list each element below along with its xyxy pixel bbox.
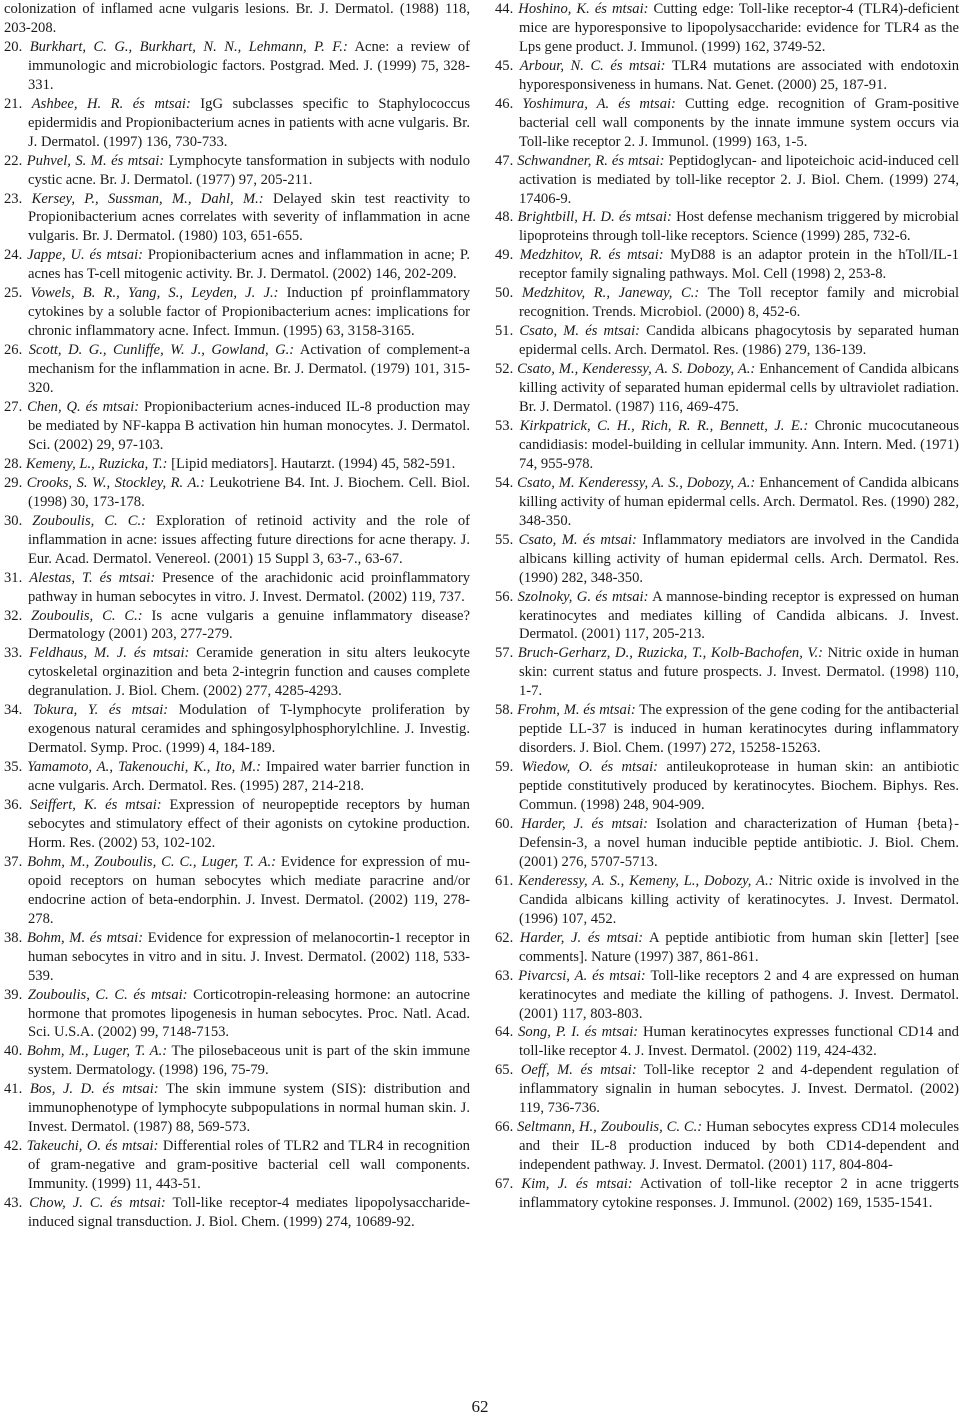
- reference-text: Evidence for expression of melanocortin-1 receptor in human sebocytes in vitro and in situ. J. Invest. Dermatol. (2002) 118, 533-539.: [28, 929, 471, 984]
- reference-text: Isolation and characterization of Human {beta}-Defensin-3, a novel human inducible peptide antibiotic. J. Biol. Chem. (2001) 276, 5707-5713.: [519, 815, 959, 870]
- reference-item: [4, 1080, 470, 1137]
- reference-authors: Csato, M. és mtsai:: [518, 531, 637, 548]
- reference-text: colonization of inflamed acne vulgaris lesions. Br. J. Dermatol. (1988) 118, 203-208.: [4, 1, 470, 36]
- reference-authors: Bruch-Gerharz, D., Ruzicka, T., Kolb-Bachofen, V.:: [517, 645, 824, 662]
- reference-text: Presence of the arachidonic acid proinflammatory pathway in human sebocytes in vitro. J. Invest. Dermatol. (2002) 119, 737.: [28, 569, 470, 605]
- reference-number: 50.: [495, 285, 514, 302]
- reference-item: [4, 512, 470, 569]
- reference-authors: Feldhaus, M. J. és mtsai:: [29, 645, 190, 662]
- reference-item: [4, 607, 470, 645]
- reference-item: [4, 284, 470, 341]
- reference-authors: Kim, J. és mtsai:: [521, 1176, 633, 1193]
- reference-text: [Lipid mediators]. Hautarzt. (1994) 45, 582-591.: [171, 455, 456, 472]
- reference-number: 58.: [495, 702, 514, 719]
- reference-item: [4, 455, 470, 474]
- reference-text: Propionibacterium acnes-induced IL-8 production may be mediated by NF-kappa B activation hin human monocytes. J. Dermatol. Sci. (2002) 29, 97-103.: [28, 399, 471, 453]
- reference-authors: Zouboulis, C. C.:: [31, 607, 143, 624]
- reference-authors: Kersey, P., Sussman, M., Dahl, M.:: [31, 190, 264, 207]
- reference-item: [495, 474, 959, 531]
- reference-text: Activation of complement-a mechanism for the inflammation in acne. Br. J. Dermatol. (1979) 101, 315-320.: [28, 342, 471, 397]
- reference-authors: Yoshimura, A. és mtsai:: [522, 95, 676, 112]
- reference-number: 48.: [495, 209, 514, 226]
- reference-number: 60.: [495, 815, 514, 832]
- reference-item: [4, 152, 470, 190]
- reference-number: 44.: [495, 1, 514, 17]
- reference-item: [495, 322, 959, 360]
- reference-authors: Frohm, M. és mtsai:: [517, 702, 636, 719]
- reference-authors: Zouboulis, C. C.:: [32, 512, 146, 529]
- reference-item: [495, 208, 959, 246]
- reference-text: Toll-like receptor 2 and 4-dependent regulation of inflammatory signalin in human sebocytes. J. Invest. Dermatol. (2002) 119, 736-736.: [519, 1062, 959, 1117]
- reference-text: Leukotriene B4. Int. J. Biochem. Cell. Biol. (1998) 30, 173-178.: [28, 474, 471, 510]
- reference-authors: Crooks, S. W., Stockley, R. A.:: [26, 474, 205, 491]
- reference-item: [4, 1194, 470, 1232]
- reference-authors: Medzhitov, R., Janeway, C.:: [521, 285, 700, 302]
- reference-item: [4, 929, 470, 986]
- reference-number: 57.: [495, 645, 514, 662]
- reference-number: 49.: [495, 247, 514, 264]
- reference-item: [4, 398, 470, 455]
- reference-item: [495, 872, 959, 929]
- reference-text: Human keratinocytes expresses functional CD14 and toll-like receptor 4. J. Invest. Dermatol. (2002) 119, 424-432.: [519, 1024, 959, 1060]
- reference-text: Chronic mucocutaneous candidiasis: model-building in cellular immunity. Ann. Intern. Med. (1971) 74, 955-978.: [519, 417, 959, 472]
- page-number: 62: [471, 1397, 489, 1416]
- reference-text: Cutting edge. recognition of Gram-positive bacterial cell wall components by the innate immune system occurs via Toll-like receptor 2. J. Immunol. (1999) 163, 1-5.: [519, 95, 960, 150]
- reference-authors: Bos, J. D. és mtsai:: [29, 1081, 159, 1098]
- reference-item: [4, 701, 470, 758]
- reference-number: 20.: [4, 38, 23, 55]
- reference-text: Nitric oxide is involved in the Candida albicans killing activity of keratinocytes. J. Invest. Dermatol. (1996) 107, 452.: [519, 872, 959, 927]
- reference-text: Differential roles of TLR2 and TLR4 in recognition of gram-negative and gram-positive bacterial cell wall components. Immunity. (1999) 11, 443-51.: [28, 1138, 470, 1193]
- reference-authors: Seltmann, H., Zouboulis, C. C.:: [517, 1119, 703, 1136]
- reference-text: Is acne vulgaris a genuine inflammatory disease? Dermatology (2001) 203, 277-279.: [28, 607, 470, 643]
- reference-authors: Bohm, M. és mtsai:: [26, 929, 144, 946]
- reference-number: 64.: [495, 1024, 514, 1041]
- reference-number: 54.: [495, 474, 514, 491]
- reference-text: Expression of neuropeptide receptors by human sebocytes and stimulatory effect of their agonists on cytokine production. Horm. Res. (2002) 53, 102-102.: [28, 797, 470, 851]
- reference-column-right: [495, 0, 959, 1213]
- reference-text: Candida albicans phagocytosis by separated human epidermal cells. Arch. Dermatol. Res. (1986) 279, 136-139.: [519, 323, 959, 359]
- reference-authors: Csato, M. Kenderessy, A. S., Dobozy, A.:: [517, 474, 756, 491]
- reference-item: [4, 986, 470, 1043]
- reference-authors: Vowels, B. R., Yang, S., Leyden, J. J.:: [30, 285, 279, 302]
- reference-item: [4, 246, 470, 284]
- reference-item: [495, 1118, 959, 1175]
- reference-text: A mannose-binding receptor is expressed on human keratinocytes and mediates killing of Candida albicans. J. Invest. Dermatol. (2001) 117, 205-213.: [519, 588, 960, 643]
- reference-authors: Oeff, M. és mtsai:: [520, 1062, 637, 1079]
- reference-text: Modulation of T-lymphocyte proliferation by exogenous natural ceramides and sphingosylphosphorylchline. J. Investig. Dermatol. Symp. Proc. (1999) 4, 184-189.: [28, 702, 470, 757]
- reference-item: [495, 588, 959, 645]
- reference-authors: Arbour, N. C. és mtsai:: [519, 57, 666, 74]
- reference-text: Toll-like receptor-4 mediates lipopolysaccharide-induced signal transduction. J. Biol. Chem. (1999) 274, 10689-92.: [28, 1195, 470, 1230]
- reference-number: 30.: [4, 512, 23, 529]
- reference-item: [495, 815, 959, 872]
- reference-authors: Alestas, T. és mtsai:: [29, 569, 156, 586]
- reference-text: Activation of toll-like receptor 2 in acne triggerts inflammatory cytokine responses. J. Immunol. (2002) 169, 1535-1541.: [519, 1176, 959, 1212]
- reference-item: [495, 1061, 959, 1118]
- reference-number: 38.: [4, 929, 23, 946]
- reference-text: Inflammatory mediators are involved in the Candida albicans killing activity of human epidermal cells. Arch. Dermatol. Res. (1990) 282, 348-350.: [519, 531, 959, 586]
- reference-text: Enhancement of Candida albicans killing activity of human epidermal cells. Arch. Dermatol. Res. (1990) 282, 348-350.: [519, 474, 959, 529]
- reference-authors: Harder, J. és mtsai:: [519, 929, 644, 946]
- reference-authors: Brightbill, H. D. és mtsai:: [517, 209, 672, 226]
- reference-item: [495, 758, 959, 815]
- reference-number: 34.: [4, 702, 23, 719]
- reference-text: Acne: a review of immunologic and microbiologic factors. Postgrad. Med. J. (1999) 75, 328-331.: [28, 38, 471, 93]
- reference-authors: Chow, J. C. és mtsai:: [29, 1195, 166, 1212]
- reference-number: 35.: [4, 759, 23, 776]
- reference-text: A peptide antibiotic from human skin [letter] [see comments]. Nature (1997) 387, 861-861.: [519, 929, 960, 965]
- reference-column-left: [4, 0, 470, 1232]
- reference-text: Toll-like receptors 2 and 4 are expressed on human keratinocytes and mediate the killing of pathogens. J. Invest. Dermatol. (2001) 117, 803-803.: [519, 967, 960, 1022]
- reference-number: 42.: [4, 1138, 23, 1155]
- reference-authors: Song, P. I. és mtsai:: [518, 1024, 639, 1041]
- reference-authors: Kemeny, L., Ruzicka, T.:: [25, 455, 168, 472]
- reference-text: Delayed skin test reactivity to Propionibacterium acnes correlates with severity of inflammation in acne vulgaris. Br. J. Dermatol. (1980) 103, 651-655.: [28, 190, 471, 245]
- reference-number: 59.: [495, 759, 514, 776]
- reference-number: 66.: [495, 1119, 514, 1136]
- reference-number: 32.: [4, 607, 23, 624]
- reference-authors: Bohm, M., Zouboulis, C. C., Luger, T. A.:: [27, 853, 276, 870]
- reference-text: Cutting edge: Toll-like receptor-4 (TLR4)-deficient mice are hyporesponsive to lipopolysaccharide: evidence for TLR4 as the Lps gene product. J. Immunol. (1999) 162, 3749-52.: [519, 1, 959, 55]
- reference-number: 56.: [495, 588, 514, 605]
- reference-number: 53.: [495, 417, 514, 434]
- reference-item: [4, 853, 470, 929]
- reference-text: Human sebocytes express CD14 molecules and their IL-8 production induced by both CD14-dependent and independent pathway. J. Invest. Dermatol. (2001) 117, 804-804-: [519, 1119, 960, 1174]
- reference-item: [4, 0, 470, 38]
- reference-text: MyD88 is an adaptor protein in the hToll/IL-1 receptor family signaling pathways. Mol. Cell (1998) 2, 253-8.: [519, 247, 959, 283]
- reference-number: 67.: [495, 1176, 514, 1193]
- reference-authors: Chen, Q. és mtsai:: [27, 399, 140, 416]
- reference-number: 21.: [4, 95, 23, 112]
- reference-number: 26.: [4, 342, 23, 359]
- reference-authors: Csato, M., Kenderessy, A. S. Dobozy, A.:: [517, 361, 756, 378]
- reference-item: [495, 1175, 959, 1213]
- reference-text: Corticotropin-releasing hormone: an autocrine hormone that promotes lipogenesis in human sebocytes. Proc. Natl. Acad. Sci. U.S.A. (2002) 99, 7148-7153.: [28, 986, 470, 1041]
- reference-item: [4, 474, 470, 512]
- reference-text: The Toll receptor family and microbial recognition. Trends. Microbiol. (2000) 8, 452-6.: [519, 285, 960, 321]
- reference-number: 29.: [4, 474, 23, 491]
- reference-authors: Kirkpatrick, C. H., Rich, R. R., Bennett, J. E.:: [519, 417, 809, 434]
- reference-number: 41.: [4, 1081, 23, 1098]
- reference-item: [495, 57, 959, 95]
- reference-item: [4, 644, 470, 701]
- reference-item: [495, 967, 959, 1024]
- reference-authors: Wiedow, O. és mtsai:: [521, 759, 659, 776]
- reference-item: [4, 796, 470, 853]
- reference-text: The pilosebaceous unit is part of the skin immune system. Dermatology. (1998) 196, 75-79.: [28, 1043, 470, 1079]
- reference-text: Nitric oxide in human skin: current status and future prospects. J. Invest. Dermatol. (1998) 110, 1-7.: [519, 645, 959, 700]
- reference-authors: Yamamoto, A., Takenouchi, K., Ito, M.:: [27, 759, 261, 776]
- reference-text: Propionibacterium acnes and inflammation in acne; P. acnes has T-cell mitogenic activity. Br. J. Dermatol. (2002) 146, 202-209.: [28, 247, 470, 283]
- reference-authors: Kenderessy, A. S., Kemeny, L., Dobozy, A.:: [518, 872, 774, 889]
- reference-authors: Zouboulis, C. C. és mtsai:: [27, 986, 188, 1003]
- reference-item: [495, 95, 959, 152]
- reference-item: [4, 341, 470, 398]
- reference-authors: Csato, M. és mtsai:: [519, 323, 641, 340]
- reference-authors: Puhvel, S. M. és mtsai:: [26, 152, 165, 169]
- reference-number: 22.: [4, 152, 23, 169]
- reference-number: 37.: [4, 853, 23, 870]
- reference-text: Lymphocyte tansformation in subjects with nodulo cystic acne. Br. J. Dermatol. (1977) 97, 205-211.: [28, 152, 470, 188]
- reference-authors: Tokura, Y. és mtsai:: [32, 702, 169, 719]
- reference-item: [4, 569, 470, 607]
- reference-text: TLR4 mutations are associated with endotoxin hyporesponsiveness in humans. Nat. Genet. (2000) 25, 187-91.: [519, 57, 960, 93]
- reference-item: [495, 152, 959, 209]
- reference-number: 40.: [4, 1043, 23, 1060]
- reference-text: The skin immune system (SIS): distribution and immunophenotype of lymphocyte subpopulations in normal human skin. J. Invest. Dermatol. (1987) 88, 569-573.: [28, 1081, 470, 1136]
- reference-text: IgG subclasses specific to Staphylococcus epidermidis and Propionibacterium acnes in patients with acne vulgaris. Br. J. Dermatol. (1997) 136, 730-733.: [28, 95, 471, 150]
- reference-number: 45.: [495, 57, 514, 74]
- reference-number: 46.: [495, 95, 514, 112]
- reference-authors: Szolnoky, G. és mtsai:: [517, 588, 649, 605]
- reference-item: [495, 246, 959, 284]
- reference-number: 43.: [4, 1195, 23, 1212]
- reference-item: [495, 531, 959, 588]
- reference-text: Enhancement of Candida albicans killing activity of separated human epidermal cells by ultraviolet radiation. Br. J. Dermatol. (1987) 116, 469-475.: [519, 361, 959, 416]
- reference-authors: Jappe, U. és mtsai:: [27, 247, 143, 264]
- reference-number: 51.: [495, 323, 514, 340]
- reference-number: 27.: [4, 399, 23, 416]
- reference-authors: Harder, J. és mtsai:: [521, 815, 649, 832]
- reference-item: [4, 95, 470, 152]
- reference-item: [4, 1137, 470, 1194]
- reference-item: [495, 701, 959, 758]
- reference-authors: Medzhitov, R. és mtsai:: [519, 247, 664, 264]
- reference-item: [4, 758, 470, 796]
- reference-number: 63.: [495, 967, 514, 984]
- reference-number: 23.: [4, 190, 23, 207]
- reference-authors: Pivarcsi, A. és mtsai:: [518, 967, 646, 984]
- reference-item: [495, 417, 959, 474]
- reference-authors: Burkhart, C. G., Burkhart, N. N., Lehmann, P. F.:: [29, 38, 348, 55]
- reference-number: 52.: [495, 361, 514, 378]
- reference-text: Evidence for expression of mu-opoid receptors on human sebocytes which mediate paracrine and/or endocrine action of beta-endorphin. J. Invest. Dermatol. (2002) 119, 278-278.: [28, 853, 471, 927]
- reference-authors: Hoshino, K. és mtsai:: [518, 1, 649, 17]
- reference-number: 62.: [495, 929, 514, 946]
- reference-text: Peptidoglycan- and lipoteichoic acid-induced cell activation is mediated by toll-like receptor 2. J. Biol. Chem. (1999) 274, 17406-9.: [519, 152, 959, 207]
- reference-number: 47.: [495, 152, 514, 169]
- reference-number: 24.: [4, 247, 23, 264]
- reference-number: 39.: [4, 986, 23, 1003]
- reference-authors: Ashbee, H. R. és mtsai:: [31, 95, 191, 112]
- reference-number: 28.: [4, 455, 23, 472]
- reference-authors: Takeuchi, O. és mtsai:: [26, 1138, 159, 1155]
- reference-item: [4, 1042, 470, 1080]
- reference-item: [495, 929, 959, 967]
- reference-item: [495, 360, 959, 417]
- reference-authors: Scott, D. G., Cunliffe, W. J., Gowland, G.:: [28, 342, 295, 359]
- reference-text: The expression of the gene coding for the antibacterial peptide LL-37 is induced in human keratinocytes during inflammatory disorders. J. Biol. Chem. (1997) 272, 15258-15263.: [519, 702, 960, 757]
- reference-text: Induction pf proinflammatory cytokines by a soluble factor of Propionibacterium acnes: implications for chronic inflammatory acne. Infect. Immun. (1995) 63, 3158-3165.: [28, 285, 470, 340]
- reference-item: [495, 644, 959, 701]
- reference-item: [495, 1023, 959, 1061]
- reference-number: 33.: [4, 645, 23, 662]
- reference-text: Impaired water barrier function in acne vulgaris. Arch. Dermatol. Res. (1995) 287, 214-218.: [28, 759, 470, 795]
- reference-text: Host defense mechanism triggered by microbial lipoproteins through toll-like receptors. Science (1999) 285, 732-6.: [519, 209, 959, 245]
- reference-text: antileukoprotease in human skin: an antibiotic peptide constitutively produced by keratinocytes. Biochem. Biphys. Res. Commun. (1998) 248, 904-909.: [519, 759, 960, 814]
- reference-number: 25.: [4, 285, 23, 302]
- reference-number: 55.: [495, 531, 514, 548]
- reference-text: Exploration of retinoid activity and the role of inflammation in acne: issues affecting future directions for acne therapy. J. Eur. Acad. Dermatol. Venereol. (2001) 15 Suppl 3, 63-7., 63-67.: [28, 512, 470, 567]
- reference-item: [495, 284, 959, 322]
- reference-item: [4, 190, 470, 247]
- reference-authors: Bohm, M., Luger, T. A.:: [26, 1043, 168, 1060]
- reference-authors: Schwandner, R. és mtsai:: [517, 152, 665, 169]
- reference-number: 31.: [4, 569, 23, 586]
- reference-text: Ceramide generation in situ alters leukocyte cytoskeletal orginazition and beta 2-integrin function and causes complete degranulation. J. Biol. Chem. (2002) 277, 4285-4293.: [28, 645, 470, 700]
- reference-number: 36.: [4, 797, 23, 814]
- reference-authors: Seiffert, K. és mtsai:: [30, 797, 162, 814]
- reference-number: 65.: [495, 1062, 514, 1079]
- reference-item: [4, 38, 470, 95]
- reference-number: 61.: [495, 872, 514, 889]
- reference-item: [495, 0, 959, 57]
